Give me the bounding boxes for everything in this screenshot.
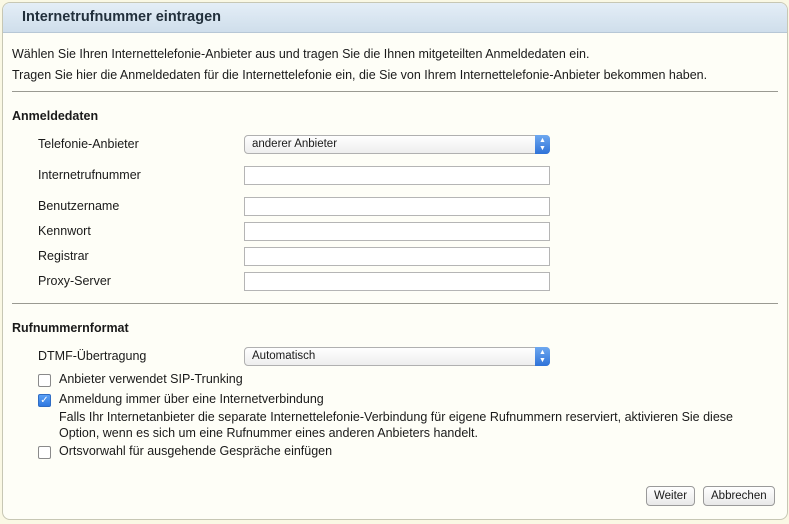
divider (12, 303, 778, 304)
dtmf-select-value: Automatisch (252, 350, 316, 362)
provider-label: Telefonie-Anbieter (38, 137, 139, 151)
always-internet-checkbox[interactable] (38, 394, 51, 407)
sip-trunking-label: Anbieter verwendet SIP-Trunking (59, 372, 243, 386)
dtmf-label: DTMF-Übertragung (38, 349, 147, 363)
sip-trunking-checkbox[interactable] (38, 374, 51, 387)
divider (12, 91, 778, 92)
username-input[interactable] (244, 197, 550, 216)
always-internet-note: Falls Ihr Internetanbieter die separate Internettelefonie-Verbindung für eigene Rufnummern reserviert, aktivieren Sie diese Option, wenn es sich um eine Rufnummer eines anderen Anbieters handelt. (59, 410, 733, 440)
section-heading-anmeldedaten: Anmeldedaten (12, 109, 99, 123)
always-internet-label: Anmeldung immer über eine Internetverbindung (59, 392, 324, 406)
proxy-label: Proxy-Server (38, 274, 111, 288)
proxy-input[interactable] (244, 272, 550, 291)
registrar-label: Registrar (38, 249, 89, 263)
dtmf-select[interactable] (244, 347, 550, 366)
intro-line-2: Tragen Sie hier die Anmeldedaten für die Internettelefonie ein, die Sie von Ihrem Internettelefonie-Anbieter bekommen haben. (12, 68, 708, 82)
area-code-checkbox[interactable] (38, 446, 51, 459)
next-button[interactable]: Weiter (646, 486, 695, 506)
checkmark-icon: ✓ (40, 395, 49, 406)
select-arrows-icon: ▲ ▼ (535, 135, 550, 154)
provider-select[interactable] (244, 135, 550, 154)
area-code-label: Ortsvorwahl für ausgehende Gespräche einfügen (59, 444, 333, 458)
select-arrows-icon: ▲ ▼ (535, 347, 550, 366)
registrar-input[interactable] (244, 247, 550, 266)
intro-line-1: Wählen Sie Ihren Internettelefonie-Anbieter aus und tragen Sie die Ihnen mitgeteilten Anmeldedaten ein. (12, 47, 590, 61)
username-label: Benutzername (38, 199, 120, 213)
provider-select-value: anderer Anbieter (252, 138, 338, 150)
password-label: Kennwort (38, 224, 91, 238)
password-input[interactable] (244, 222, 550, 241)
dialog-title: Internetrufnummer eintragen (3, 3, 787, 33)
number-input[interactable] (244, 166, 550, 185)
dialog-panel (2, 2, 788, 520)
section-heading-rufnummernformat: Rufnummernformat (12, 321, 129, 335)
cancel-button[interactable]: Abbrechen (703, 486, 775, 506)
intro-text (12, 44, 707, 86)
number-label: Internetrufnummer (38, 168, 141, 182)
